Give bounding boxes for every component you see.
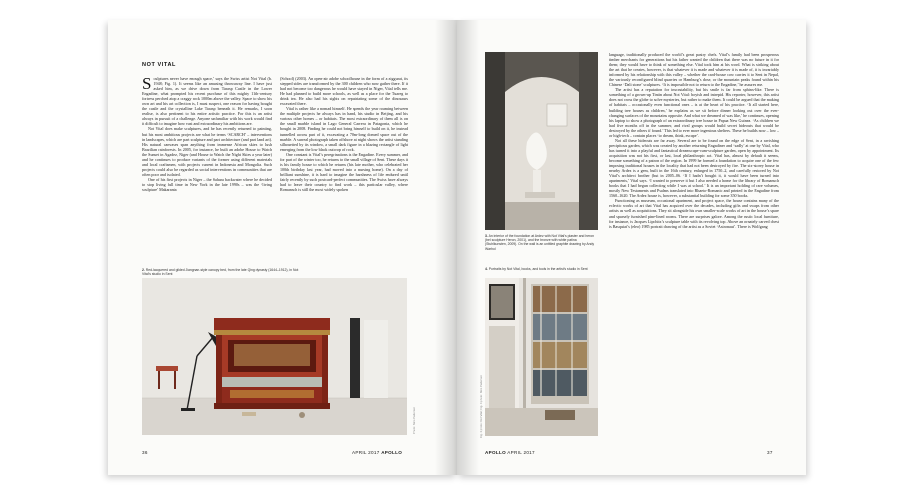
photo-credit: Fig. 3 photo: Not Vital; Fig. 4 photo: Nico Pedersen xyxy=(479,374,483,438)
text-column-3 xyxy=(609,52,779,448)
page-number: 36 xyxy=(142,450,148,455)
canopy-bed-photo xyxy=(142,278,407,435)
canopy-bed-image xyxy=(142,278,407,435)
page-number: 37 xyxy=(767,450,773,455)
figure-caption: 2. Red-lacquered and gilded Jiangnan-style canopy bed, from the late Qing dynasty (1644–1912), in Not Vital’s studio in Sent xyxy=(142,268,299,277)
photo-credit: Photo: Nico Pedersen xyxy=(412,406,416,434)
paragraph: The artist has a reputation for inscrutability, but his smile is far from sphinx-like. There is something of a grown-up Tintin about Not Vital: boyish and intrepid. His reporter, however, this artist does not cross the globe to solve mysteries, but rather to make them. It could be argued that the making of habitats – occasionally even functional ones – is at the heart of his practice. ‘It all started here, building tree houses as children,’ he explains as we sit before dinner looking out over the ever-changing surfaces of the mountains opposite. And what we dreamed of was like,’ he continues, opening his laptop to show a photograph of an extraordinary tree house in Papua New Guinea. ‘As children we had five months off in the summer, and rival groups would build secret hideouts that would be destroyed by the others if found.’ This led to ever more ingenious shelters. These he builds now – low – or high-tech – contain places ‘to dream, think, escape’. xyxy=(609,87,779,138)
paragraph: (School) (2003). An open-air adobe schoolhouse in the form of a ziggurat, its stepped sides are transformed by the 300 children who now gather there. If it had not become too dangerous he would have stayed in Niger, Vital tells me. He had planned to build more schools, as well as a place for the Tuareg to drink tea. He also had his sights on repatriating some of the dinosaurs excavated there. xyxy=(280,76,408,107)
paragraph: One of his first projects in Niger – the Sahara backwater where he decided to stop living full time in New York in the late 1990s – was the ‘living sculpture’ Makaranta xyxy=(142,176,272,193)
figure-caption: 4. Portraits by Not Vital, books, and tools in the artist’s studio in Sent xyxy=(485,267,588,271)
gutter-shadow xyxy=(435,20,457,475)
studio-image xyxy=(485,278,598,436)
drop-cap: S xyxy=(142,76,152,93)
studio-books-photo xyxy=(485,278,598,436)
interior-sculpture-image xyxy=(485,52,598,230)
folio-issue: APOLLO APRIL 2017 xyxy=(485,450,535,455)
gutter-shadow xyxy=(457,20,479,475)
left-page xyxy=(108,20,457,475)
figure-caption: 3. An interior of the foundation at Ardez with Not Vital’s plaster and heron (bel sculpture Heron, 2001), and the bronze with white patina (Stuhlkunsten, 2009). On the wall is an untitled graphite drawing by Andy Warhol xyxy=(485,234,595,251)
text-column-1 xyxy=(142,76,272,268)
paragraph: language, traditionally produced the world’s great pastry chefs. Vital’s family had been prosperous timber merchants for generations but his father wanted the children that there was no future in it for them; they would have to think of something else. Vital took him at his word. What is striking about the art that he creates, however, is that whatever it is made and whatever it is made of, it is invariably informed by his relationship with this valley – whether the card-house cow carries it to Sent in Nepal, the variously reconfigured blind quarries or Hamburg’s dose, or the mountain peaks found within his Chinese ‘Dali stone’ sculptures. ‘It is impossible not to return to the Engadine,’ he assures me. xyxy=(609,52,779,88)
section-label: NOT VITAL xyxy=(142,62,177,68)
paragraph: Not Vital does make sculptures, and he has recently returned to painting, but his most ambitious projects are what he terms ‘SCARCH’ – interventions in landscapes, which are part sculpture and part architecture (and part land art). His natural canvases span anything from immense African skies to lush Brazilian rainforests. In 2005, for instance, he built an adobe House to Watch the Sunset in Agadez, Niger (and House to Watch the Night Skies a year later) and he continues to produce variants of the former using different materials and local craftsmen, with projects current in Indonesia and Mongolia. Such projects could also be regarded as social interventions in communities that are often poor and isolated. xyxy=(142,126,272,177)
folio-issue: APRIL 2017 APOLLO xyxy=(352,450,403,455)
right-page xyxy=(457,20,806,475)
paragraph: Not all these hideouts are far away. Several are to be found on the edge of Sent, in a ravishing precipitous garden, which was created by another returning Engadiner and ‘sadly’ at one by Vital, who has turned it into a playful and fantastical dreamscape-cum-sculpture garden, open by appointment. Its acquisition was not his first, or last, local philanthropic act. Vital has, almost by default it seems, become something of a patron of the region. In 1999 he formed a foundation to acquire one of the few imposing traditional houses in the locality that had not been destroyed by fire. The six-storey house in nearby Ardez is a gem, built in the 16th century, enlarged in 1750–2, and carefully restored by Not Vital’s architect brother (but in 2005–06. ‘If I hadn’t bought it, it would have been turned into apartments,’ Vital says. ‘I wanted to preserve it but I also needed a home for the library of Romansch books that I had begun collecting while I was at school.’ It is an important holding of rare volumes, mostly New Testaments and Psalms translated into Rhaeto-Romanic and printed in the Engadine from 1560–1620. The Ardez house is, however, a substantial building for some 350 books. xyxy=(609,137,779,199)
magazine-spread xyxy=(108,20,806,475)
paragraph: Functioning as museum, occasional apartment, and project space, the house contains many of the eclectic works of art that Vital has acquired over the decades, including gifts and swaps from other artists as well as acquisitions. They sit alongside his own smaller-scale works of art in the house’s spare and sparsely furnished pine-lined rooms. There are surprises galore. Among the rustic local furniture, for instance, is Jacques Lipchitz’s sculpture table with its revolving top. Above an ornately carved chest is Basquiat’s (eleo) 1985 portrait drawing of the artist as a Soviet ‘Astronaut’. There is Wolfgang xyxy=(609,198,779,229)
bookshelf xyxy=(531,284,589,404)
paragraph: One constant is Vital’s peregrinations is the Engadine. Every summer, and for part of the winter too, he returns to the small village of Sent. These days it is his family house to which he returns (his late mother, who celebrated her 100th birthday last year, had moved into a nursing home). On a day of brilliant sunshine, it is hard to imagine the harshness of life endured until fairly recently by such postcard-perfect communities. The Swiss have always had to leave their country to find work – this particular valley, where Romansch is still the most widely spoken xyxy=(280,151,408,193)
text-column-2 xyxy=(280,76,408,268)
paragraph: Vital is rather like a nomad himself. He spends the year roaming between the multiple projects he always has in hand, his studio in Beijing, and his various other homes – or habitats. The most extraordinary of them all is on the small marble island in Lago General Carrera in Patagonia, which he bought in 2008. Finding he could not bring himself to build on it, he instead tunnelled across part of it, excavating a 70m-long domed space out of the marble. A surreal photograph taken offshore at night shows the artist standing silhouetted by its window, a small dark figure in a blazing rectangle of light emerging from the low black outcrop of rock. xyxy=(280,106,408,152)
foundation-interior-photo xyxy=(485,52,598,230)
paragraph: culptures never have enough space,’ says the Swiss artist Not Vital (b. 1948; Fig. 1). It seems like an amusing throwaway line. I have just asked him, as we drive down from Tarasp Castle in the Lower Engadine, what prompted his recent purchase of this mighty 11th-century fortress perched atop a craggy rock 1000m above the valley. Space to show his own art and his art collection is, I must suspect, one reason for having bought the castle and the crystalline Lake Tarasp beneath it. He remarks, I soon realise, is also pertinent to his entire artistic practice. For this is an artist always in pursuit of a challenge. Anyone unfamiliar with his work would find it difficult to imagine how vast and extraordinary his ambitions are. xyxy=(142,76,272,127)
